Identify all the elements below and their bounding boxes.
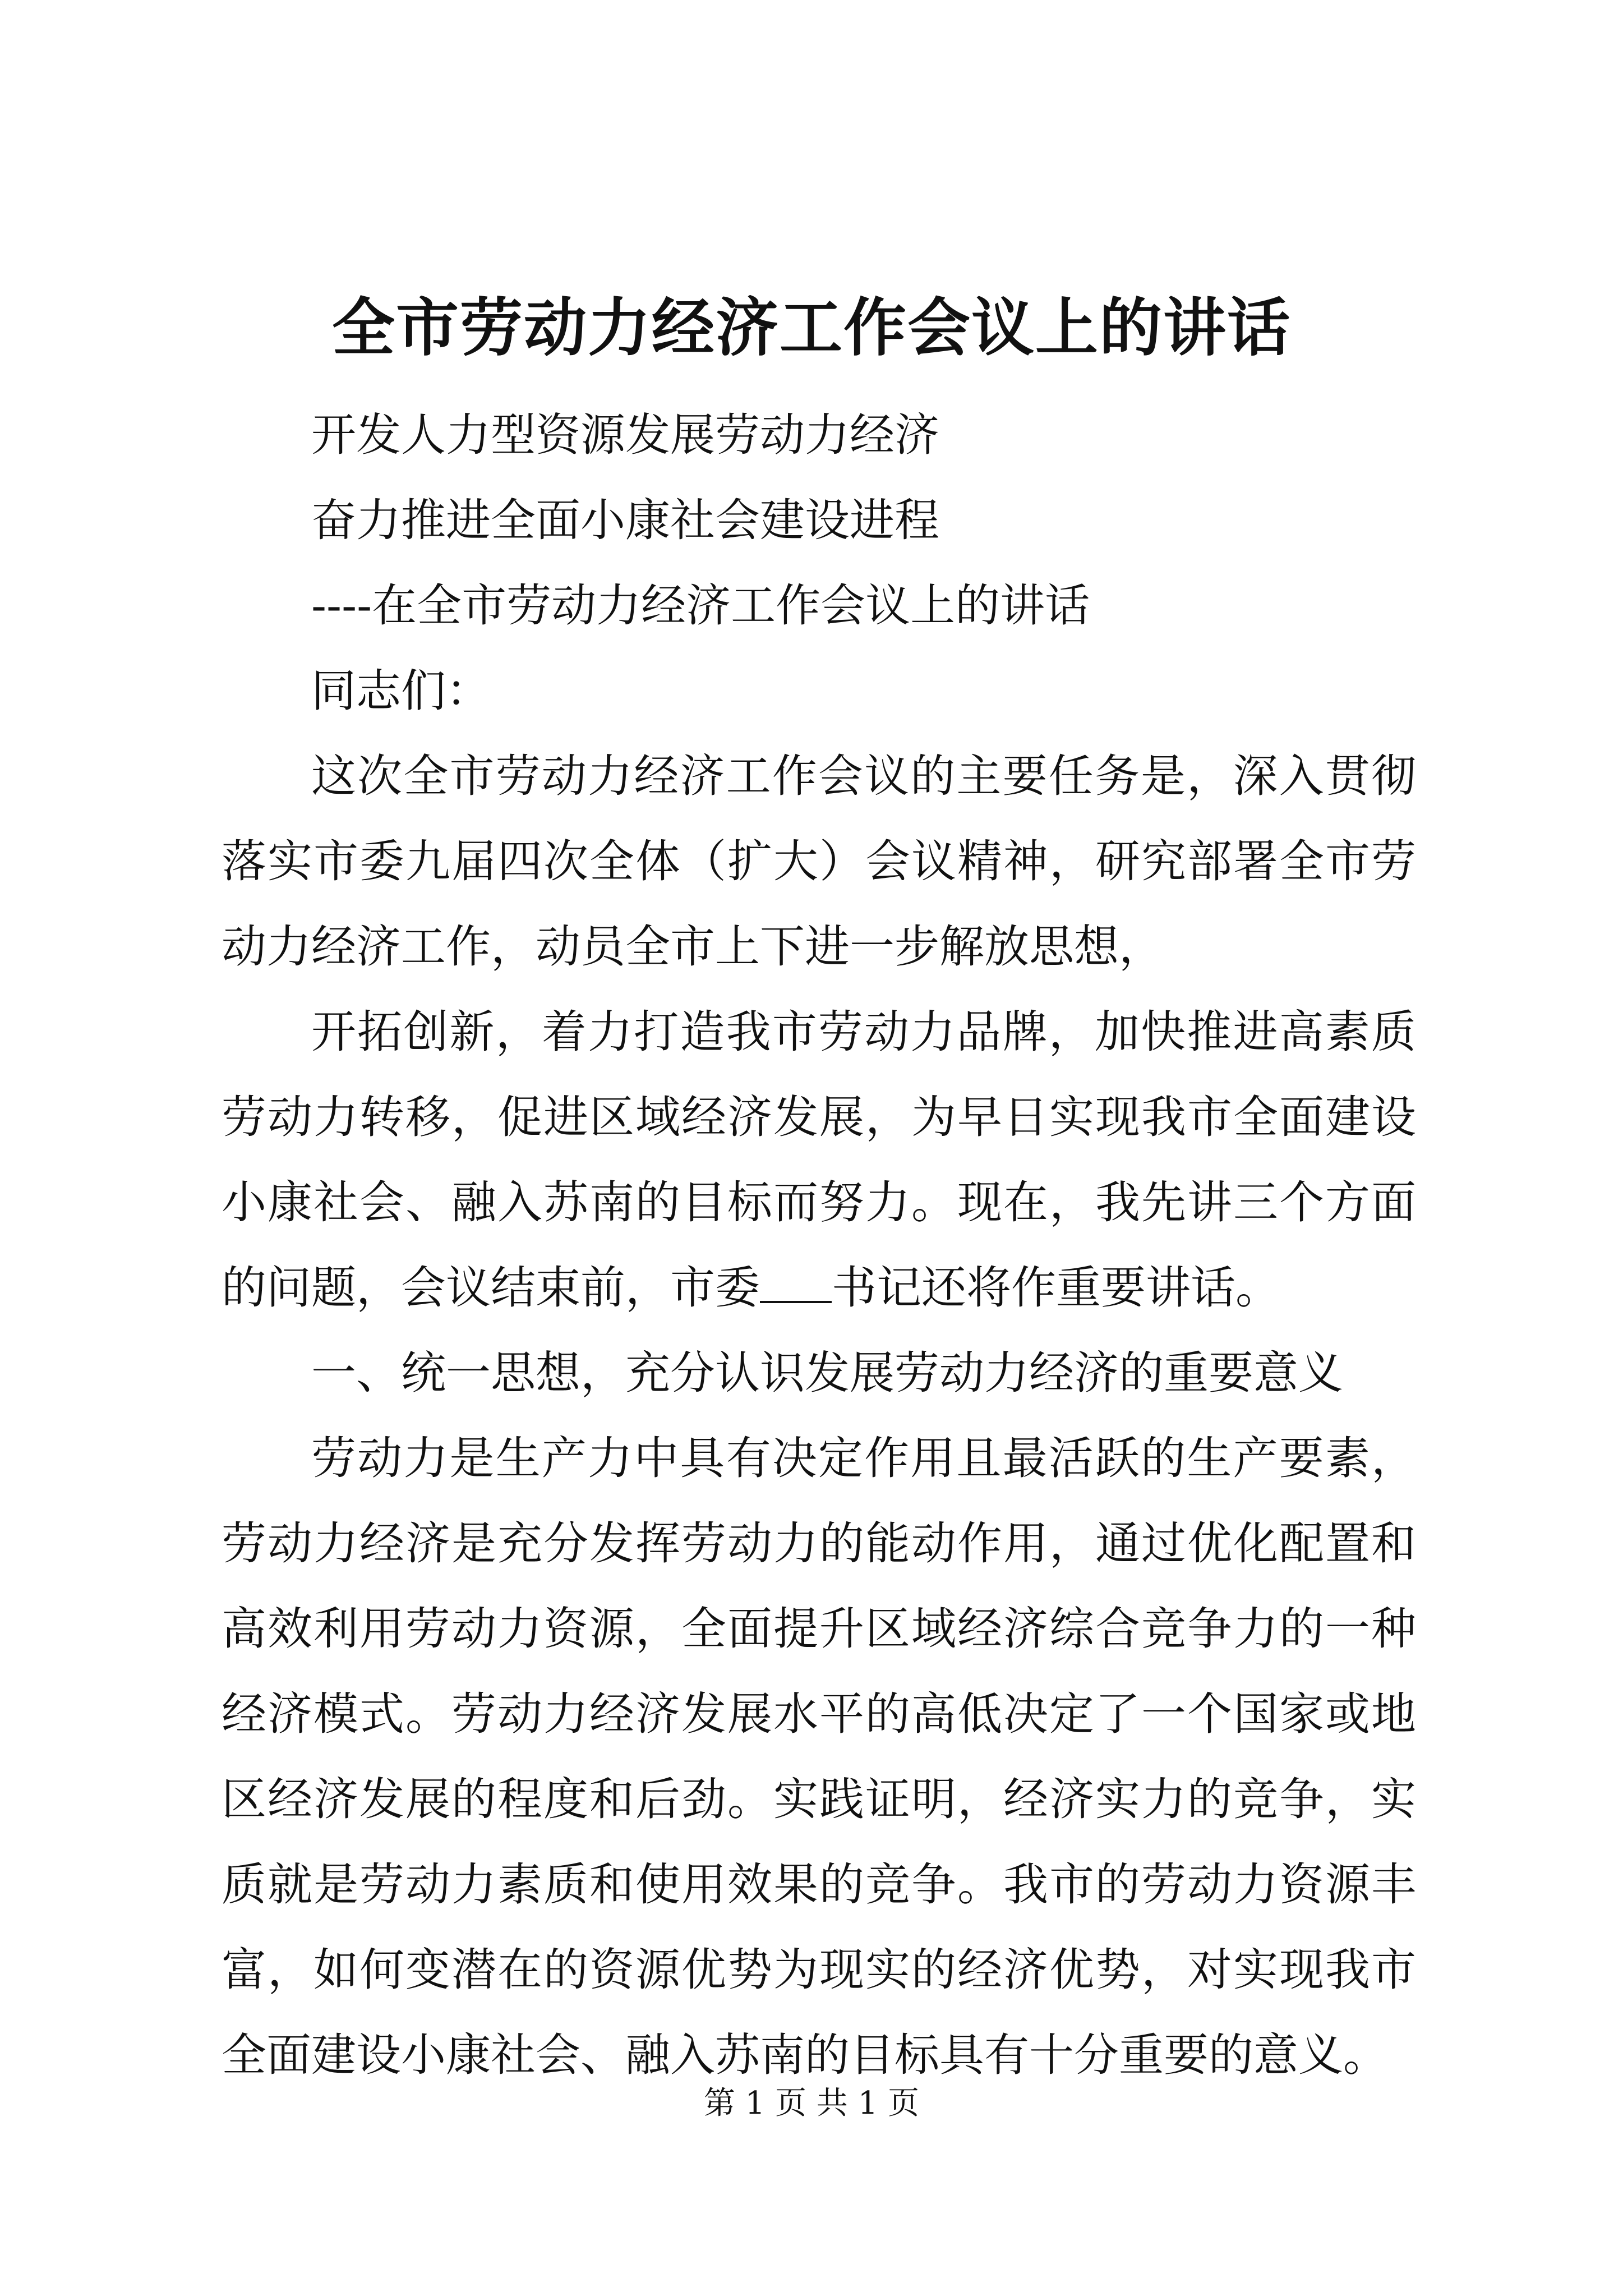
document-title: 全市劳动力经济工作会议上的讲话 bbox=[332, 291, 1291, 365]
body-paragraph: 这次全市劳动力经济工作会议的主要任务是，深入贯彻落实市委九届四次全体（扩大）会议精神，研究部署全市劳动力经济工作，动员全市上下进一步解放思想， bbox=[222, 750, 1416, 973]
blank-underline bbox=[760, 1258, 832, 1303]
subtitle-line: ----在全市劳动力经济工作会议上的讲话 bbox=[311, 579, 1090, 632]
section-heading: 一、统一思想，充分认识发展劳动力经济的重要意义 bbox=[311, 1347, 1343, 1399]
body-text: 书记还将作重要讲话。 bbox=[832, 1262, 1280, 1314]
body-paragraph bbox=[222, 990, 1416, 1331]
body-text: 开拓创新，着力打造我市劳动力品牌，加快推进高素质劳动力转移，促进区域经济发展，为早日实现我市全面建设小康社会、融入苏南的目标而努力。现在，我先讲三个方面的问题，会议结束前，市委 bbox=[222, 1006, 1416, 1314]
document-body bbox=[222, 393, 1416, 2098]
body-paragraph: 劳动力是生产力中具有决定作用且最活跃的生产要素，劳动力经济是充分发挥劳动力的能动作用，通过优化配置和高效利用劳动力资源，全面提升区域经济综合竞争力的一种经济模式。劳动力经济发展水平的高低决定了一个国家或地区经济发展的程度和后劲。实践证明，经济实力的竞争，实质就是劳动力素质和使用效果的竞争。我市的劳动力资源丰富，如何变潜在的资源优势为现实的经济优势，对实现我市全面建设小康社会、融入苏南的目标具有十分重要的意义。 bbox=[222, 1432, 1416, 2081]
page-number-footer: 第 1 页 共 1 页 bbox=[703, 2085, 920, 2122]
salutation: 同志们： bbox=[311, 665, 491, 717]
subtitle-line: 开发人力型资源发展劳动力经济 bbox=[311, 409, 939, 461]
subtitle-line: 奋力推进全面小康社会建设进程 bbox=[311, 494, 939, 546]
